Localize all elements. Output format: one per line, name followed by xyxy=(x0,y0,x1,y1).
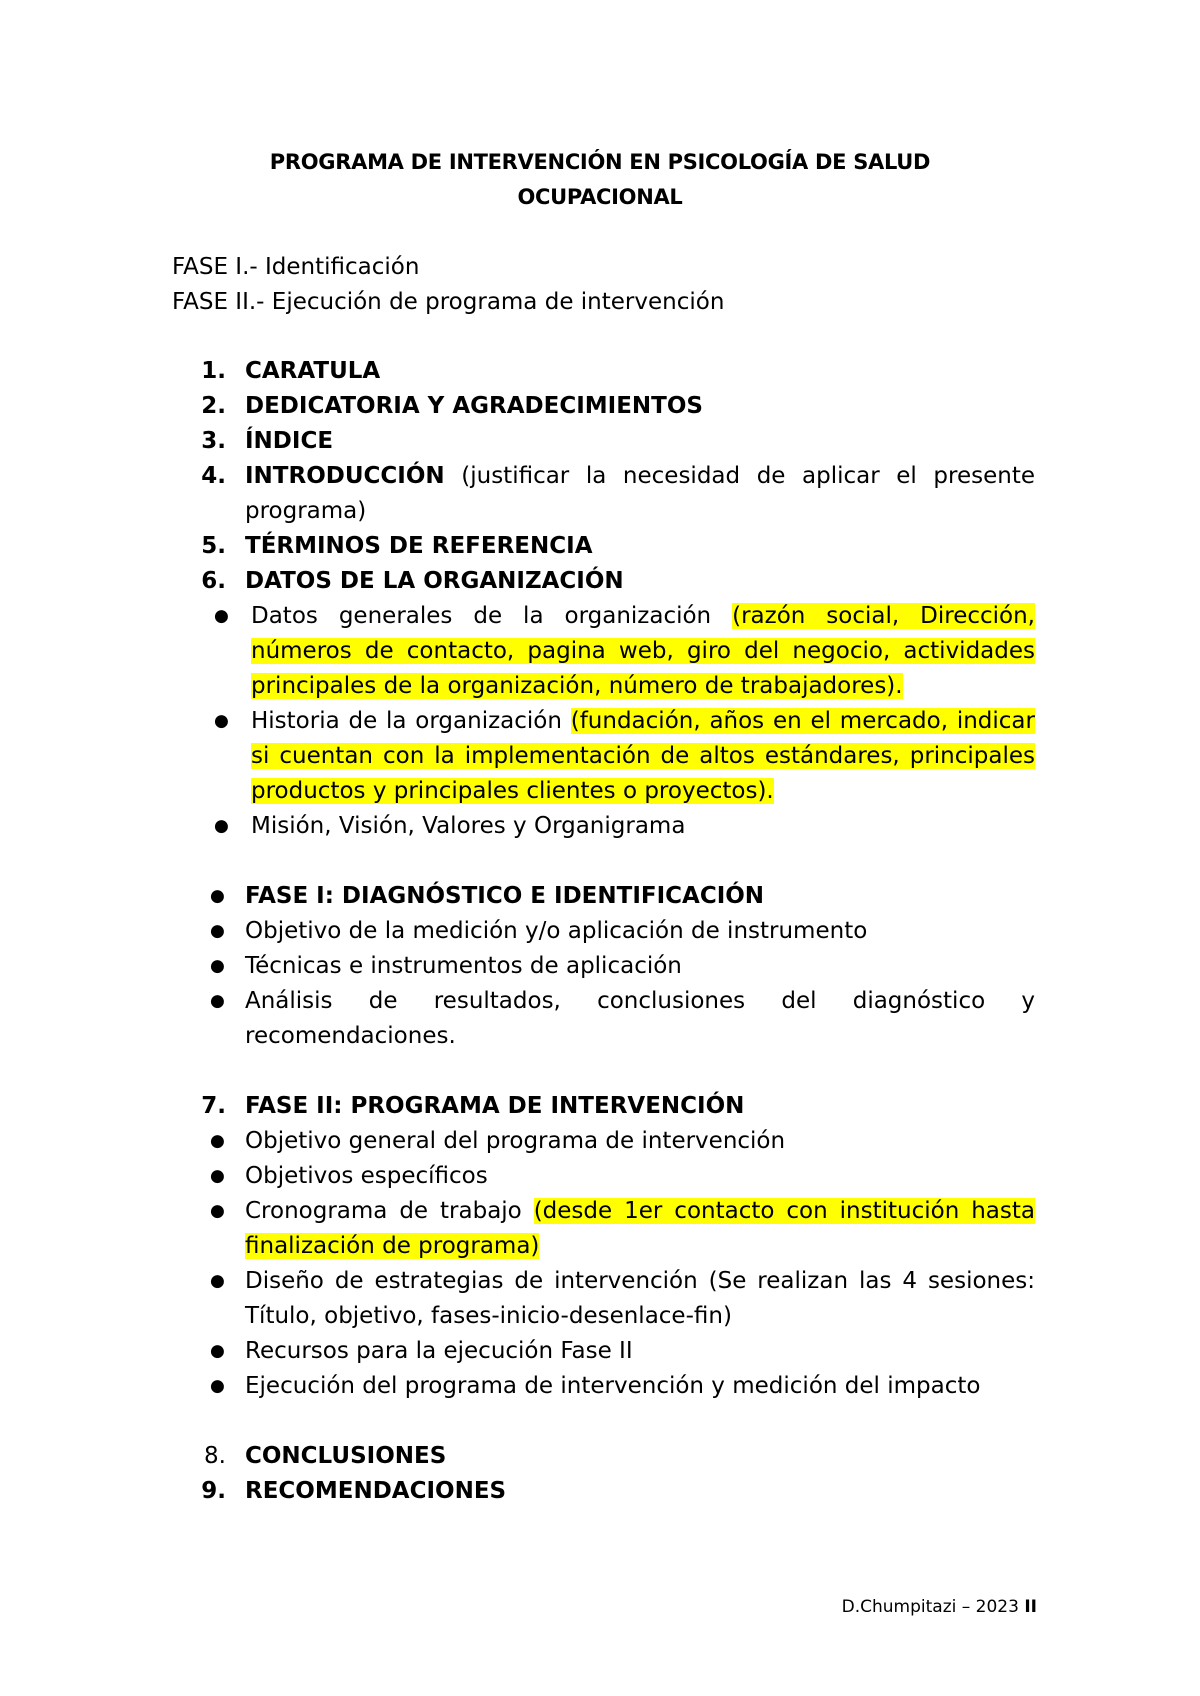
phase-line: FASE II.- Ejecución de programa de intervención xyxy=(172,289,725,315)
bullet-item: Objetivo de la medición y/o aplicación de instrumento xyxy=(245,918,868,944)
list-item-label: INTRODUCCIÓN xyxy=(245,463,445,489)
bullet-item-continuation xyxy=(251,669,1035,704)
footer-term: II xyxy=(1024,1597,1037,1617)
highlighted-text: productos y principales clientes o proyectos). xyxy=(251,778,774,804)
bullet-text: Historia de la organización xyxy=(251,708,571,734)
bullet-icon: ● xyxy=(210,886,225,906)
bullet-text: Datos generales de la organización xyxy=(251,603,733,629)
bullet-item: Técnicas e instrumentos de aplicación xyxy=(245,953,682,979)
bullet-icon: ● xyxy=(210,1376,225,1396)
list-item-dedicatoria: DEDICATORIA Y AGRADECIMIENTOS xyxy=(245,393,703,419)
highlighted-text: finalización de programa) xyxy=(245,1233,540,1259)
bullet-icon: ● xyxy=(210,1166,225,1186)
bullet-item: Recursos para la ejecución Fase II xyxy=(245,1338,633,1364)
bullet-item: Misión, Visión, Valores y Organigrama xyxy=(251,813,686,839)
list-number: 2. xyxy=(201,393,226,419)
document-title-line-2: OCUPACIONAL xyxy=(517,185,683,209)
list-item-recomendaciones: RECOMENDACIONES xyxy=(245,1478,507,1504)
list-number: 3. xyxy=(201,428,226,454)
bullet-item xyxy=(251,704,1035,739)
bullet-item-heading: FASE I: DIAGNÓSTICO E IDENTIFICACIÓN xyxy=(245,883,765,909)
list-number: 5. xyxy=(201,533,226,559)
highlighted-text: (razón social, Dirección, xyxy=(732,603,1035,629)
list-item-continuation: programa) xyxy=(245,498,367,524)
list-number: 1. xyxy=(201,358,226,384)
list-item-datos: DATOS DE LA ORGANIZACIÓN xyxy=(245,568,624,594)
bullet-item-continuation: recomendaciones. xyxy=(245,1023,456,1049)
bullet-item: Diseño de estrategias de intervención (Se realizan las 4 sesiones: xyxy=(245,1268,1035,1294)
list-item-terminos: TÉRMINOS DE REFERENCIA xyxy=(245,533,593,559)
bullet-item: Ejecución del programa de intervención y medición del impacto xyxy=(245,1373,981,1399)
bullet-icon: ● xyxy=(214,606,229,626)
bullet-item: Objetivos específicos xyxy=(245,1163,488,1189)
list-item-note: (justificar la necesidad de aplicar el presente xyxy=(461,463,1035,489)
list-item-indice: ÍNDICE xyxy=(245,428,334,454)
phase-line: FASE I.- Identificación xyxy=(172,254,420,280)
bullet-item xyxy=(245,1194,1035,1229)
bullet-icon: ● xyxy=(210,1341,225,1361)
list-number: 4. xyxy=(201,463,226,489)
highlighted-text: si cuentan con la implementación de altos estándares, principales xyxy=(251,743,1035,769)
bullet-icon: ● xyxy=(210,956,225,976)
highlighted-text: (desde 1er contacto con institución hasta xyxy=(533,1198,1035,1224)
bullet-icon: ● xyxy=(214,711,229,731)
bullet-item-continuation xyxy=(245,1229,1035,1264)
page-footer xyxy=(842,1597,1037,1617)
highlighted-text: principales de la organización, número de trabajadores). xyxy=(251,673,903,699)
bullet-icon: ● xyxy=(210,1271,225,1291)
highlighted-text: (fundación, años en el mercado, indicar xyxy=(570,708,1035,734)
list-number: 8. xyxy=(204,1443,226,1469)
bullet-icon: ● xyxy=(214,816,229,836)
bullet-item-continuation: Título, objetivo, fases-inicio-desenlace-fin) xyxy=(245,1303,732,1329)
bullet-item: Análisis de resultados, conclusiones del diagnóstico y xyxy=(245,988,1035,1014)
bullet-item: Objetivo general del programa de intervención xyxy=(245,1128,786,1154)
footer-author: D.Chumpitazi – 2023 xyxy=(841,1597,1025,1617)
list-number: 6. xyxy=(201,568,226,594)
list-item-fase-ii: FASE II: PROGRAMA DE INTERVENCIÓN xyxy=(245,1093,745,1119)
bullet-icon: ● xyxy=(210,921,225,941)
bullet-icon: ● xyxy=(210,991,225,1011)
bullet-item-continuation xyxy=(251,634,1035,669)
bullet-item-continuation xyxy=(251,739,1035,774)
bullet-icon: ● xyxy=(210,1201,225,1221)
highlighted-text: números de contacto, pagina web, giro del negocio, actividades xyxy=(251,638,1035,664)
document-title-line-1: PROGRAMA DE INTERVENCIÓN EN PSICOLOGÍA DE SALUD xyxy=(269,150,931,174)
bullet-item-continuation xyxy=(251,774,1035,809)
list-number: 7. xyxy=(201,1093,226,1119)
bullet-icon: ● xyxy=(210,1131,225,1151)
list-item-caratula: CARATULA xyxy=(245,358,381,384)
bullet-item xyxy=(251,599,1035,634)
list-item-introduccion xyxy=(245,459,1035,494)
bullet-text: Cronograma de trabajo xyxy=(245,1198,534,1224)
list-number: 9. xyxy=(201,1478,226,1504)
list-item-conclusiones: CONCLUSIONES xyxy=(245,1443,447,1469)
